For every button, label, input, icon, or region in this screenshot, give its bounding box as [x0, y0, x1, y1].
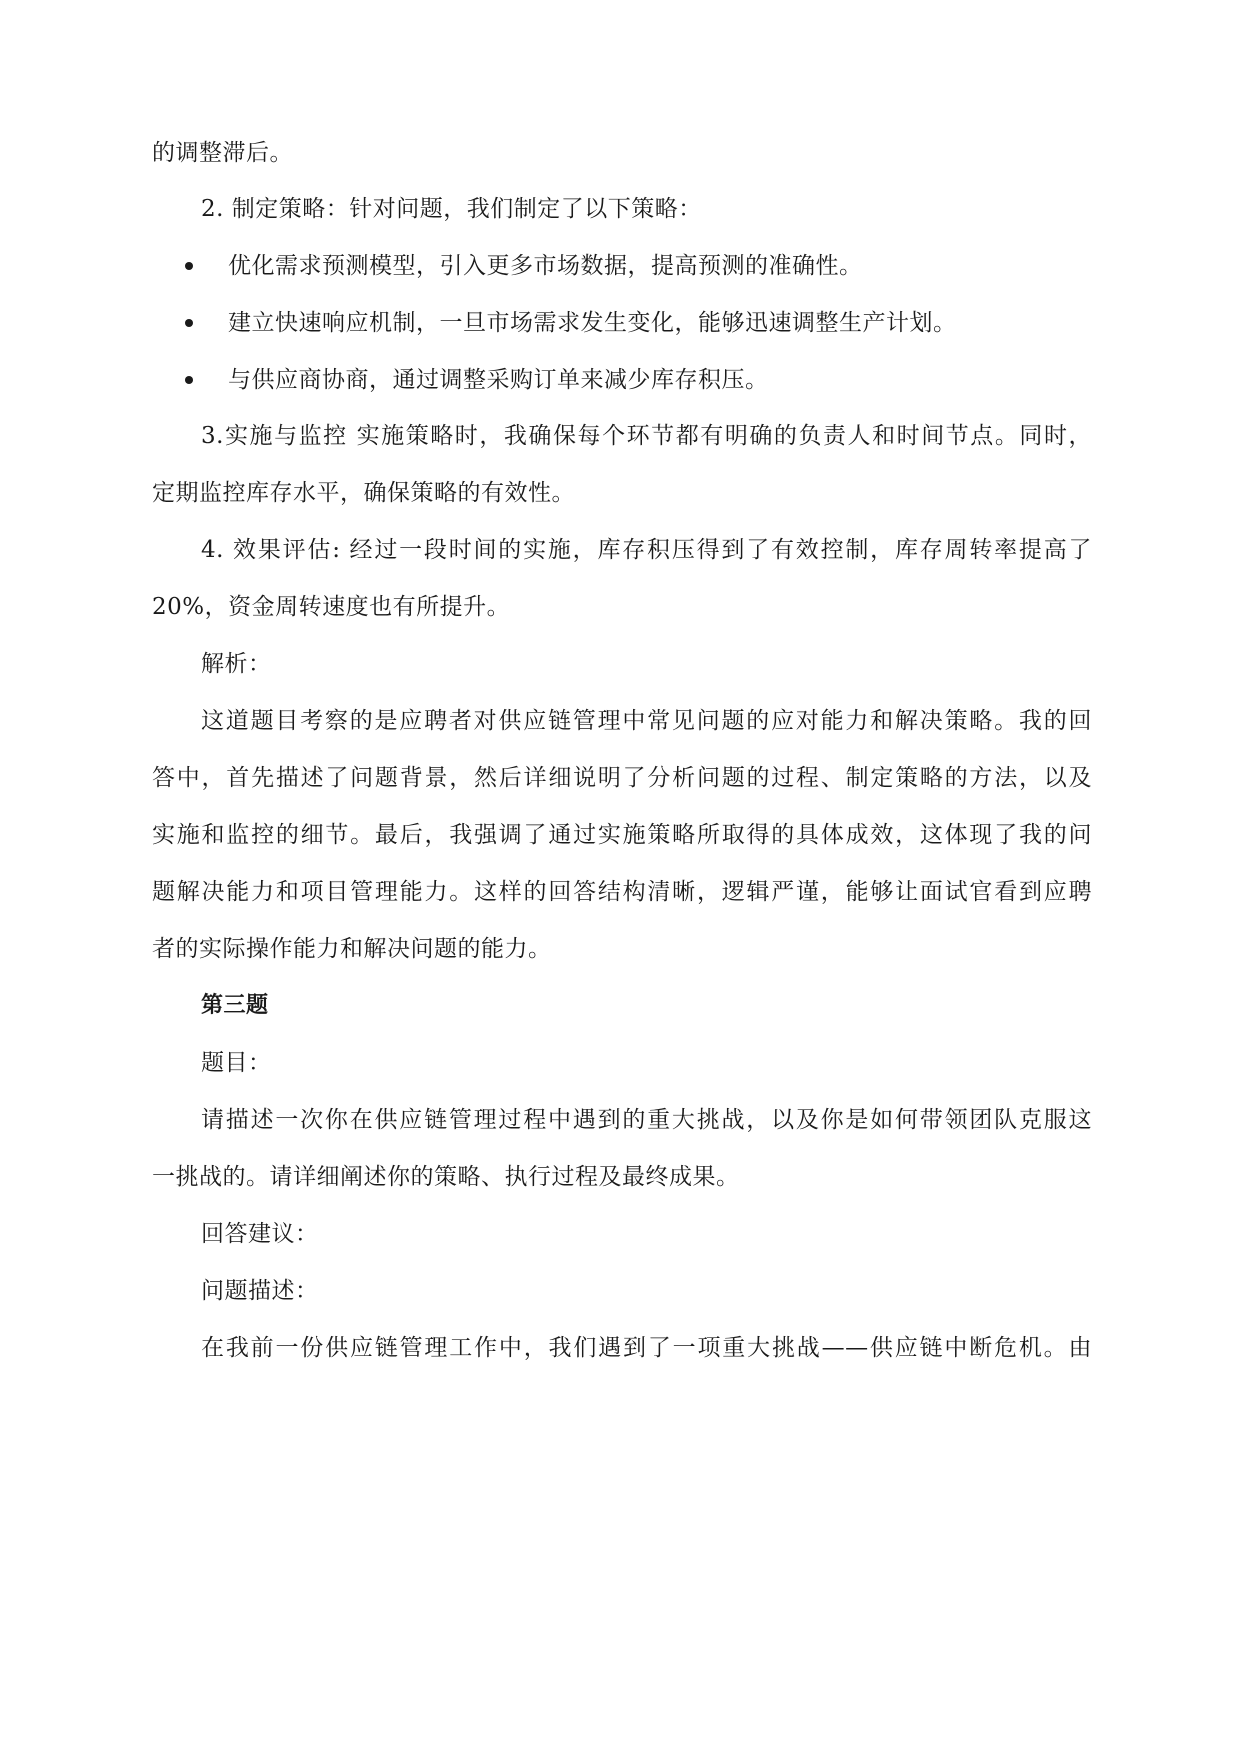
answer-suggestion-label: 回答建议： [201, 1221, 319, 1247]
paragraph-evaluation-line-1: 4. 效果评估: 经过一段时间的实施，库存积压得到了有效控制，库存周转率提高了 [201, 537, 1092, 563]
analysis-line-1: 这道题目考察的是应聘者对供应链管理中常见问题的应对能力和解决策略。我的回 [201, 708, 1092, 734]
bullet-dot-icon [185, 319, 193, 327]
paragraph-evaluation-line-2: 20%，资金周转速度也有所提升。 [152, 594, 511, 620]
bullet-text: 优化需求预测模型，引入更多市场数据，提高预测的准确性。 [228, 253, 863, 279]
analysis-line-3: 实施和监控的细节。最后，我强调了通过实施策略所取得的具体成效，这体现了我的问 [152, 822, 1092, 848]
problem-description-label: 问题描述： [201, 1278, 319, 1304]
paragraph-strategy-heading: 2. 制定策略：针对问题，我们制定了以下策略： [201, 196, 702, 222]
question-line-2: 一挑战的。请详细阐述你的策略、执行过程及最终成果。 [152, 1164, 740, 1190]
analysis-label: 解析： [201, 651, 272, 677]
analysis-line-2: 答中，首先描述了问题背景，然后详细说明了分析问题的过程、制定策略的方法，以及 [152, 765, 1092, 791]
analysis-line-5: 者的实际操作能力和解决问题的能力。 [152, 936, 552, 962]
paragraph-implementation-line-1: 3.实施与监控 实施策略时，我确保每个环节都有明确的负责人和时间节点。同时， [201, 423, 1092, 449]
question-label: 题目： [201, 1050, 272, 1076]
bullet-dot-icon [185, 376, 193, 384]
section-heading: 第三题 [201, 993, 269, 1018]
paragraph-implementation-line-2: 定期监控库存水平，确保策略的有效性。 [152, 480, 575, 506]
analysis-line-4: 题解决能力和项目管理能力。这样的回答结构清晰，逻辑严谨，能够让面试官看到应聘 [152, 879, 1092, 905]
bullet-dot-icon [185, 262, 193, 270]
problem-description-line-1: 在我前一份供应链管理工作中，我们遇到了一项重大挑战——供应链中断危机。由 [201, 1335, 1092, 1361]
bullet-text: 与供应商协商，通过调整采购订单来减少库存积压。 [228, 367, 769, 393]
paragraph-continuation: 的调整滞后。 [152, 140, 293, 166]
bullet-text: 建立快速响应机制，一旦市场需求发生变化，能够迅速调整生产计划。 [228, 310, 957, 336]
question-line-1: 请描述一次你在供应链管理过程中遇到的重大挑战，以及你是如何带领团队克服这 [201, 1107, 1092, 1133]
